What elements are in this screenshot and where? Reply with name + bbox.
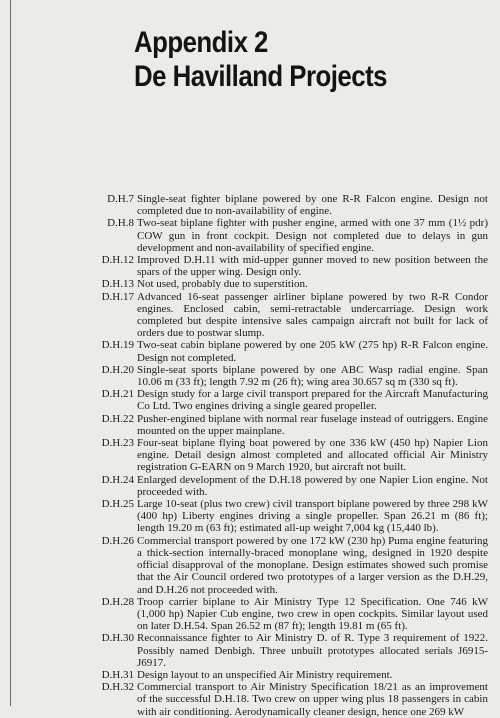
project-list <box>88 193 488 718</box>
project-description: Large 10-seat (plus two crew) civil transport biplane powered by three 298 kW (400 hp) Liberty engines driving a single propeller. Span 26.21 m (86 ft); length 19.20 m (63 ft); estimated all-up weight 7,004 kg (15,440 lb). <box>137 498 488 535</box>
project-description: Four-seat biplane flying boat powered by one 336 kW (450 hp) Napier Lion engine. Detail design almost completed and allocated official Air Ministry registration G-EARN on 9 March 1920, but aircraft not built. <box>137 437 488 474</box>
title-subject: De Havilland Projects <box>134 60 388 93</box>
project-code: D.H.25 <box>101 498 134 511</box>
project-description: Improved D.H.11 with mid-upper gunner moved to new position between the spars of the upper wing. Design only. <box>137 254 488 279</box>
project-code: D.H.17 <box>101 290 134 303</box>
project-description: Reconnaissance fighter to Air Ministry D. of R. Type 3 requirement of 1922. Possibly named Denbigh. Three unbuilt prototypes allocated serials J6915-J6917. <box>137 632 488 669</box>
project-code: D.H.19 <box>101 339 134 352</box>
project-description: Two-seat biplane fighter with pusher engine, armed with one 37 mm (1½ pdr) COW gun in front cockpit. Design not completed due to delays in gun development and non-availability of specified engine. <box>137 217 488 254</box>
project-code: D.H.30 <box>101 632 134 645</box>
project-entry <box>88 217 488 254</box>
project-description: Not used, probably due to superstition. <box>137 278 308 291</box>
project-description: Commercial transport powered by one 172 kW (230 hp) Puma engine featuring a thick-section internally-braced monoplane wing, designed in 1920 despite official disapproval of the monoplane. Design estimates showed such promise that the Air Council ordered two prototypes of a larger version as the D.H.29, and D.H.26 not proceeded with. <box>137 534 488 596</box>
project-code: D.H.26 <box>101 534 134 547</box>
project-description: Troop carrier biplane to Air Ministry Type 12 Specification. One 746 kW (1,000 hp) Napier Cub engine, two crew in open cockpits. Similar layout used on later D.H.54. Span 26.52 m (87 ft); length 19.81 m (65 ft). <box>137 595 488 633</box>
project-entry <box>88 669 488 681</box>
project-description: Advanced 16-seat passenger airliner biplane powered by two R-R Condor engines. Enclosed cabin, semi-retractable undercarriage. Design work completed but despite intensive sales campaign aircraft not built for lack of orders due to postwar slump. <box>137 290 488 340</box>
project-entry <box>88 681 488 718</box>
project-description: Two-seat cabin biplane powered by one 205 kW (275 hp) R-R Falcon engine. Design not completed. <box>137 339 488 364</box>
project-entry <box>88 388 488 412</box>
project-code: D.H.23 <box>101 437 134 450</box>
project-entry <box>88 193 488 217</box>
project-entry <box>88 437 488 474</box>
project-entry <box>88 632 488 669</box>
project-entry <box>88 474 488 498</box>
project-description: Commercial transport to Air Ministry Specification 18/21 as an improvement of the successful D.H.18. Two crew on upper wing plus 18 passengers in cabin with air conditioning. Aerodynamically cleaner design, hence one 269 kW <box>137 681 488 718</box>
project-entry <box>88 596 488 633</box>
page-title <box>134 26 444 94</box>
project-entry <box>88 413 488 437</box>
project-entry <box>88 364 488 388</box>
project-code: D.H.31 <box>101 668 134 681</box>
project-entry <box>88 291 488 340</box>
project-entry <box>88 278 488 290</box>
project-code: D.H.13 <box>101 278 134 291</box>
project-code: D.H.21 <box>101 388 134 401</box>
project-code: D.H.8 <box>107 217 134 230</box>
project-description: Design study for a large civil transport prepared for the Aircraft Manufacturing Co Ltd. Two engines driving a single geared propeller. <box>137 388 488 413</box>
project-code: D.H.20 <box>101 363 134 376</box>
project-description: Single-seat fighter biplane powered by one R-R Falcon engine. Design not completed due to non-availability of engine. <box>137 193 488 218</box>
project-code: D.H.7 <box>107 193 134 205</box>
project-code: D.H.32 <box>101 681 134 694</box>
project-description: Pusher-engined biplane with normal rear fuselage instead of outriggers. Engine mounted on the upper mainplane. <box>137 412 488 437</box>
project-description: Design layout to an unspecified Air Ministry requirement. <box>137 668 393 681</box>
title-appendix: Appendix 2 <box>134 26 268 59</box>
project-entry <box>88 254 488 278</box>
project-description: Single-seat sports biplane powered by one ABC Wasp radial engine. Span 10.06 m (33 ft); length 7.92 m (26 ft); wing area 30.657 sq m (330 sq ft). <box>137 363 488 389</box>
project-code: D.H.24 <box>101 473 134 486</box>
project-code: D.H.12 <box>101 254 134 267</box>
project-description: Enlarged development of the D.H.18 powered by one Napier Lion engine. Not proceeded with. <box>137 473 488 498</box>
project-entry <box>88 339 488 363</box>
project-code: D.H.22 <box>101 412 134 425</box>
project-entry <box>88 498 488 535</box>
project-code: D.H.28 <box>101 595 134 608</box>
project-entry <box>88 535 488 596</box>
